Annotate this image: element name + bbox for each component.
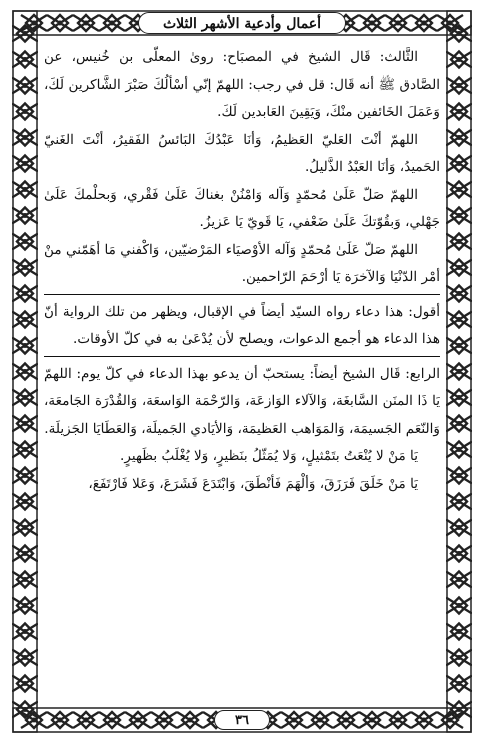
knot-center — [457, 31, 462, 36]
knot-center — [457, 239, 462, 244]
knot-center — [422, 21, 427, 26]
paragraph-prayer-5: يَا مَنْ خَلَقَ فَرَزَقَ، وَألْهَمَ فَأنْطَقَ، وَابْتَدَعَ فَشَرَعَ، وَعَلا فَارْتَفَعَ، — [88, 475, 418, 492]
knot-center — [23, 525, 28, 530]
knot-center — [162, 718, 167, 723]
knot-center — [457, 187, 462, 192]
knot-center — [23, 317, 28, 322]
section-divider — [44, 294, 440, 295]
paragraph-comment: أقول: هذا دعاء رواه السيّد أيضاً في الإقبال، ويظهر من تلك الرواية أنّ هذا الدعاء هو أجمع الدعوات، ويصلح لأن يُدْعَىٰ به في كلّ الأوقات. — [44, 303, 440, 347]
knot-center — [23, 681, 28, 686]
knot-center — [136, 718, 141, 723]
knot-center — [23, 473, 28, 478]
knot-center — [457, 551, 462, 556]
knot-center — [23, 187, 28, 192]
knot-center — [396, 718, 401, 723]
running-header-title: أعمال وأدعية الأشهر الثلاث — [138, 12, 346, 34]
knot-center — [23, 239, 28, 244]
knot-center — [318, 718, 323, 723]
knot-center — [457, 369, 462, 374]
knot-center — [344, 718, 349, 723]
knot-center — [370, 718, 375, 723]
knot-center — [457, 473, 462, 478]
knot-center — [457, 291, 462, 296]
knot-center — [457, 213, 462, 218]
knot-center — [23, 109, 28, 114]
knot-center — [23, 395, 28, 400]
knot-center — [457, 655, 462, 660]
knot-center — [23, 577, 28, 582]
knot-center — [23, 343, 28, 348]
knot-center — [457, 135, 462, 140]
knot-center — [457, 395, 462, 400]
paragraph-fourth: الرابع: قَال الشيخ أيضاً: يستحبّ أن يدعو بهذا الدعاء في كلّ يوم: اللهمّ يَا ذَا المنَن السَّابغَة، وَالآلاء الوَازعَة، وَالرّحْمَة الوَاسعَة، وَالقُدْرَة الجَامعَة، وَالنّعَم الجَسيمَة، وَالمَوَاهب العَظيمَة، وَالأيَادي الجَميلَة، وَالعَطَايَا الجَزيلَة. — [44, 365, 440, 437]
knot-center — [58, 21, 63, 26]
knot-center — [23, 213, 28, 218]
knot-center — [457, 629, 462, 634]
knot-center — [457, 83, 462, 88]
knot-center — [457, 317, 462, 322]
knot-center — [457, 681, 462, 686]
knot-center — [110, 718, 115, 723]
knot-center — [23, 707, 28, 712]
knot-center — [457, 603, 462, 608]
knot-center — [23, 31, 28, 36]
knot-center — [188, 718, 193, 723]
knot-center — [58, 718, 63, 723]
page-body — [44, 44, 440, 700]
knot-center — [396, 21, 401, 26]
knot-center — [23, 57, 28, 62]
ornamental-border-left — [12, 10, 38, 733]
knot-center — [457, 265, 462, 270]
section-divider — [44, 356, 440, 357]
knot-center — [23, 421, 28, 426]
knot-center — [457, 707, 462, 712]
knot-center — [23, 655, 28, 660]
paragraph-prayer-1: اللهمّ أنْتَ العَليّ العَظيمُ، وَأنَا عَبْدُكَ البَائسُ الفَقيرُ، أنْتَ الغَنيّ الحَميدُ، وَأنَا العَبْدُ الذَّليلُ. — [44, 131, 440, 175]
ornamental-border-right — [446, 10, 472, 733]
knot-center — [23, 161, 28, 166]
page-number: ٣٦ — [214, 710, 270, 730]
knot-center — [23, 629, 28, 634]
knot-center — [457, 161, 462, 166]
knot-center — [457, 343, 462, 348]
paragraph-prayer-3: اللهمّ صَلّ عَلَىٰ مُحمّدٍ وَآله الأوْصيَاء المَرْضيّين، وَاكْفني مَا أهَمّني منْ أمْر الدّنْيَا وَالآخرَة يَا أرْحَمَ الرّاحمين. — [44, 241, 440, 285]
knot-center — [292, 718, 297, 723]
knot-center — [23, 603, 28, 608]
knot-center — [23, 291, 28, 296]
knot-center — [457, 421, 462, 426]
knot-center — [23, 551, 28, 556]
knot-center — [23, 135, 28, 140]
knot-center — [457, 447, 462, 452]
paragraph-prayer-2: اللهمّ صَلّ عَلَىٰ مُحمّدٍ وَآله وَامْنُنْ بغناكَ عَلَىٰ فَقْري، وَبحلْمكَ عَلَىٰ جَهْلي، وَبقُوّتكَ عَلَىٰ ضَعْفي، يَا قَويّ يَا عَزيزُ. — [44, 186, 440, 230]
knot-center — [23, 447, 28, 452]
knot-center — [422, 718, 427, 723]
knot-center — [370, 21, 375, 26]
paragraph-prayer-4: يَا مَنْ لا يُنْعَتُ بتَمْثيلٍ، وَلا يُمَثّلُ بنَظيرٍ، وَلا يُغْلَبُ بظَهيرٍ. — [120, 448, 418, 464]
knot-center — [23, 369, 28, 374]
knot-center — [84, 21, 89, 26]
knot-center — [457, 499, 462, 504]
knot-center — [110, 21, 115, 26]
knot-center — [84, 718, 89, 723]
knot-center — [23, 265, 28, 270]
knot-center — [457, 57, 462, 62]
knot-center — [457, 109, 462, 114]
knot-center — [23, 83, 28, 88]
knot-center — [457, 525, 462, 530]
paragraph-third: الثَّالث: قَال الشيخ في المصبَاح: روىٰ المعلّى بن خُنيس، عن الصَّادق ﷺ أنه قَال: قل في رجب: اللهمّ إنّي أسْألُكَ صَبْرَ الشَّاكرين لَكَ، وَعَمَلَ الخَائفين منْكَ، وَيَقِينَ العَابدين لَكَ. — [44, 49, 440, 120]
knot-center — [23, 499, 28, 504]
knot-center — [457, 577, 462, 582]
